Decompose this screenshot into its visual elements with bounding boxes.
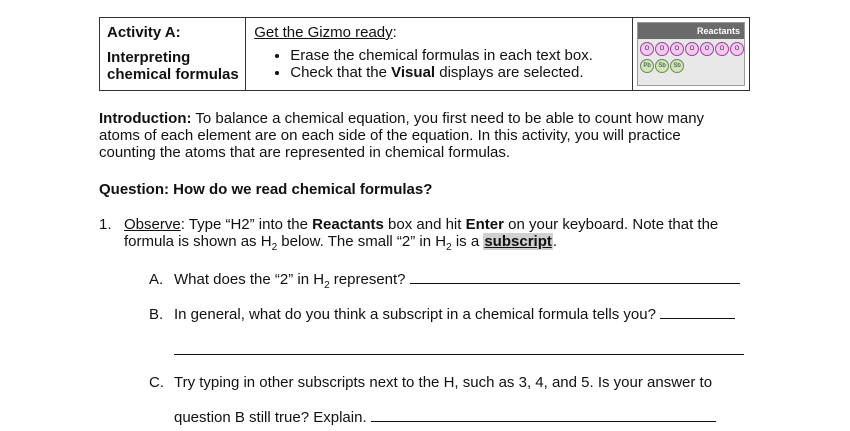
question-a [149,269,740,291]
q1-line2-d: . [552,233,558,250]
question-1 [99,216,749,253]
bullet2-post: displays are selected. [435,64,584,81]
q1-sub-2: 2 [446,242,452,253]
q1-text-b: box and hit [383,216,466,233]
activity-title-cell [100,18,246,90]
gizmo-ready-bullet-2 [290,64,632,81]
gizmo-ready-colon: : [392,24,397,41]
answer-line-b-2[interactable] [174,340,744,355]
lead-atom-icon: Pb [640,59,654,73]
atom-row-2 [638,59,744,73]
oxygen-atom-icon: O [685,42,699,56]
bullet2-pre: Check that the [290,64,392,81]
gizmo-thumbnail-cell [633,18,749,90]
oxygen-atom-icon: O [700,42,714,56]
q1-line2-a: formula is shown as H [124,233,272,250]
answer-line-a[interactable] [410,269,740,284]
antimony-atom-icon: Sb [670,59,684,73]
intro-line1-text: To balance a chemical equation, you first need to be able to count how many [191,110,705,127]
answer-line-c[interactable] [371,407,716,422]
answer-line-b-1[interactable] [660,304,735,319]
q1-line2-b: below. The small “2” in H [277,233,447,250]
gizmo-screenshot [637,22,745,86]
intro-line-3: counting the atoms that are represented in chemical formulas. [99,144,511,161]
introduction-paragraph [99,110,739,161]
q1-line-1 [99,216,749,233]
qa-sub: 2 [324,280,330,291]
oxygen-atom-icon: O [715,42,729,56]
qc-line2-text: question B still true? Explain. [174,409,367,426]
intro-label: Introduction: [99,110,192,127]
gizmo-ready-bullet-1: • Erase the chemical formulas in each text box. [290,47,632,64]
gizmo-ready-heading-row [254,24,632,41]
question-b [149,304,735,323]
activity-subtitle-line1: Interpreting [107,49,191,66]
intro-line-2: atoms of each element are on each side of the equation. In this activity, you will practice [99,127,681,144]
activity-title: Activity A: [107,24,181,41]
qa-letter: A. [149,271,164,288]
qb-text: In general, what do you think a subscript in a chemical formula tells you? [174,306,656,323]
qc-line1-text: Try typing in other subscripts next to the H, such as 3, 4, and 5. Is your answer to [174,374,713,391]
qc-line-1 [149,374,716,391]
q1-reactants: Reactants [312,216,384,233]
q1-number: 1. [99,216,112,233]
oxygen-atom-icon: O [670,42,684,56]
oxygen-atom-icon: O [730,42,744,56]
atom-row-1 [638,42,744,56]
q1-text-c: on your keyboard. Note that the [503,216,719,233]
question-c [149,374,716,426]
qb-letter: B. [149,306,164,323]
activity-subtitle-line2: chemical formulas [107,66,239,83]
antimony-atom-icon: Sb [655,59,669,73]
gizmo-ready-heading: Get the Gizmo ready [254,24,393,41]
q1-line2-c: is a [451,233,484,250]
q1-sub-1: 2 [271,242,278,253]
oxygen-atom-icon: O [655,42,669,56]
oxygen-atom-icon: O [640,42,654,56]
q1-observe: Observe [124,216,181,233]
bullet2-bold: Visual [391,64,436,81]
qc-letter: C. [149,374,164,391]
activity-header-table [99,17,750,91]
gizmo-ready-cell [246,18,633,90]
intro-line-1 [99,110,739,127]
qc-line-2 [149,407,716,426]
gizmo-ready-list [254,47,632,81]
qa-text-b: represent? [329,271,406,288]
q1-text-a: : Type “H2” into the [180,216,313,233]
qa-text-a: What does the “2” in H [174,271,325,288]
subscript-highlight: subscript [484,233,552,250]
question-heading: Question: How do we read chemical formulas? [99,181,433,198]
q1-line-2 [99,233,749,253]
gizmo-reactants-header: Reactants [638,23,744,39]
q1-enter: Enter [465,216,504,233]
